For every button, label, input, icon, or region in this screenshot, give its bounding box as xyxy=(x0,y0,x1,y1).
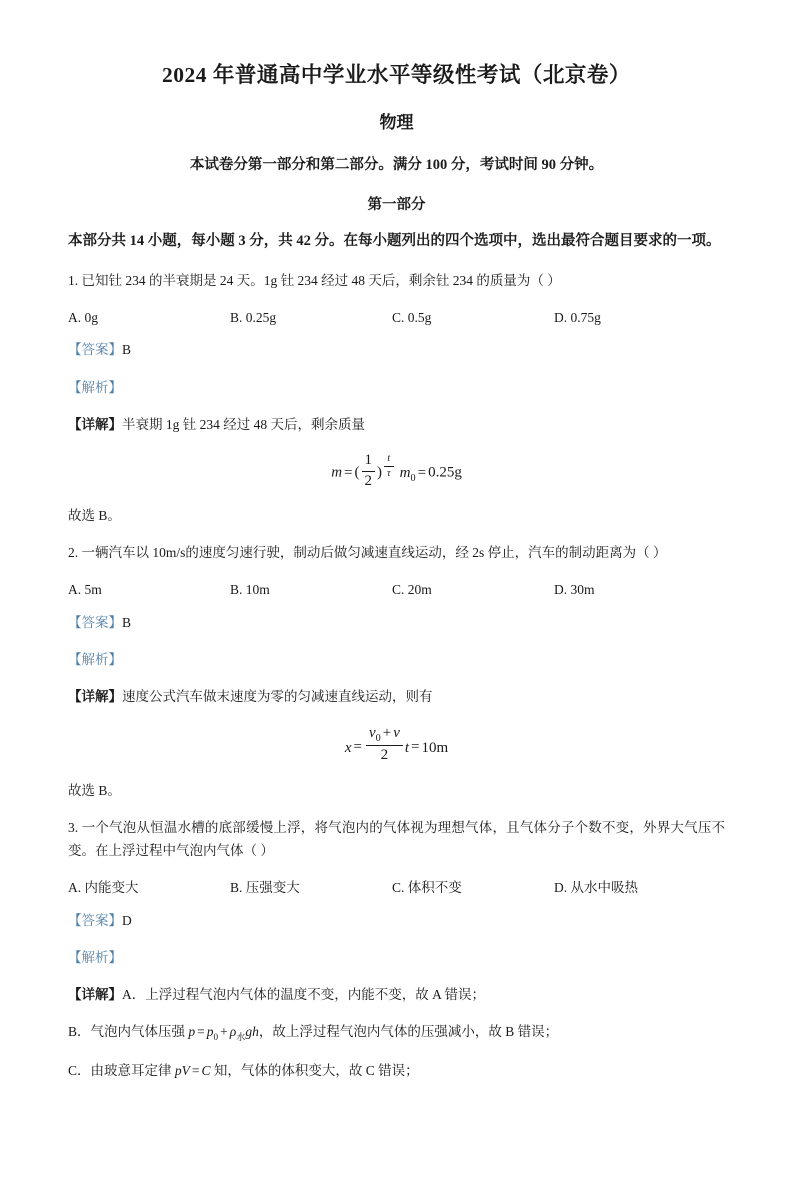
question-1-text: 已知钍 234 的半衰期是 24 天。1g 钍 234 经过 48 天后，剩余钍 234 的质量为（ ） xyxy=(81,272,561,288)
formula-2-fraction xyxy=(366,725,403,765)
question-1-option-c[interactable]: C. 0.5g xyxy=(392,309,432,325)
document-page xyxy=(0,62,793,1184)
formula-1-eq2: = xyxy=(417,464,427,481)
formula-1-close-paren: ) xyxy=(377,464,382,481)
detail-label: 【详解】 xyxy=(68,987,122,1003)
question-3-option-a[interactable]: A. 内能变大 xyxy=(68,880,139,896)
question-3-option-b[interactable]: B. 压强变大 xyxy=(230,880,300,896)
formula-b-rho: ρ xyxy=(229,1024,237,1040)
answer-label: 【答案】 xyxy=(68,913,122,928)
question-2-option-a[interactable]: A. 5m xyxy=(68,582,102,598)
document-meta: 本试卷分第一部分和第二部分。满分 100 分，考试时间 90 分钟。 xyxy=(189,157,604,174)
question-3-detail-a-text: 上浮过程气泡内气体的温度不变，内能不变，故 A 错误； xyxy=(145,987,486,1003)
question-3-formula-boyle xyxy=(175,1063,211,1078)
formula-2-denominator: 2 xyxy=(380,747,389,764)
formula-b-p0: p xyxy=(206,1024,214,1040)
question-3-stem xyxy=(68,816,725,863)
formula-1-lhs: m xyxy=(331,464,343,481)
question-1-detail-line xyxy=(68,413,725,437)
formula-b-rho-sub: 水 xyxy=(236,1032,246,1043)
question-3-detail-line-c xyxy=(68,1059,725,1083)
question-2-stem xyxy=(68,541,725,565)
formula-1-open-paren: ( xyxy=(354,464,360,481)
analysis-label: 【解析】 xyxy=(68,379,122,395)
formula-1-factor-sub: 0 xyxy=(410,472,416,484)
question-2-number: 2. xyxy=(68,544,79,560)
section-instruction: 本部分共 14 小题，每小题 3 分，共 42 分。在每小题列出的四个选项中，选出最符合题目要求的一项。 xyxy=(68,233,721,250)
formula-1-base-num: 1 xyxy=(362,452,376,471)
question-3-detail-c-pretext: 由玻意耳定律 xyxy=(90,1062,175,1078)
question-3-detail-b-posttext: ，故上浮过程气泡内气体的压强减小，故 B 错误； xyxy=(258,1024,559,1040)
question-1-options xyxy=(68,306,725,330)
formula-2-rhs: 10m xyxy=(421,739,449,756)
question-3-analysis-line xyxy=(68,946,725,970)
question-2-option-d[interactable]: D. 30m xyxy=(554,582,595,598)
formula-1-base-fraction xyxy=(362,452,376,490)
question-3-detail-a-prefix: A． xyxy=(122,987,146,1003)
question-2-option-b[interactable]: B. 10m xyxy=(230,582,270,598)
formula-1-exp-num: t xyxy=(384,453,394,467)
question-3-option-c[interactable]: C. 体积不变 xyxy=(392,880,462,896)
question-1-number: 1. xyxy=(68,272,79,288)
question-2 xyxy=(68,541,725,802)
answer-label: 【答案】 xyxy=(68,342,122,358)
question-2-conclusion: 故选 B。 xyxy=(68,782,121,798)
question-2-answer-value: B xyxy=(122,614,132,630)
answer-label: 【答案】 xyxy=(68,614,122,630)
formula-b-p: p xyxy=(188,1024,196,1040)
question-3-answer-line xyxy=(68,909,725,933)
question-1 xyxy=(68,269,725,528)
page-title: 2024 年普通高中学业水平等级性考试（北京卷） xyxy=(162,63,631,87)
formula-c-const: C xyxy=(201,1062,211,1078)
question-2-text: 一辆汽车以 10m/s的速度匀速行驶，制动后做匀减速直线运动，经 2s 停止，汽车的制动距离为（ ） xyxy=(81,544,667,560)
formula-2-eq2: = xyxy=(411,739,420,756)
question-3-number: 3. xyxy=(68,819,79,835)
question-1-option-a[interactable]: A. 0g xyxy=(68,309,98,325)
formula-2-v0: v xyxy=(368,724,376,741)
question-2-detail-text: 速度公式汽车做末速度为零的匀减速直线运动，则有 xyxy=(122,688,433,704)
question-3-detail-b-pretext: 气泡内气体压强 xyxy=(90,1024,189,1040)
formula-b-p0-sub: 0 xyxy=(213,1032,219,1043)
formula-1-base-den: 2 xyxy=(364,472,372,489)
formula-2-factor: t xyxy=(404,739,410,756)
question-3-detail-c-prefix: C． xyxy=(68,1062,91,1078)
analysis-label: 【解析】 xyxy=(68,950,122,966)
question-1-conclusion: 故选 B。 xyxy=(68,507,121,523)
question-3-options xyxy=(68,876,725,900)
formula-1-eq: = xyxy=(344,464,353,481)
question-1-analysis-line xyxy=(68,376,725,400)
question-3-detail-line-a xyxy=(68,983,725,1007)
formula-2-v: v xyxy=(393,724,400,741)
question-3-detail-b-prefix: B． xyxy=(68,1024,91,1040)
question-1-formula xyxy=(68,452,725,490)
formula-2-v0-sub: 0 xyxy=(375,732,381,744)
question-3-detail-c-posttext: 知，气体的体积变大，故 C 错误； xyxy=(210,1062,419,1078)
question-2-formula xyxy=(68,725,725,765)
question-3-formula-pressure xyxy=(188,1024,259,1043)
question-3-answer-value: D xyxy=(122,913,132,928)
formula-b-plus: + xyxy=(220,1024,228,1040)
question-2-detail-line xyxy=(68,685,725,709)
question-2-analysis-line xyxy=(68,648,725,672)
formula-1-exp-den: τ xyxy=(387,467,391,479)
question-1-answer-value: B xyxy=(122,342,132,358)
analysis-label: 【解析】 xyxy=(68,651,122,667)
question-3-detail-line-b xyxy=(68,1020,725,1045)
detail-label: 【详解】 xyxy=(68,688,122,704)
formula-c-p: p xyxy=(174,1062,182,1078)
formula-c-eq: = xyxy=(191,1062,200,1078)
formula-1-exp-fraction xyxy=(384,453,394,479)
formula-c-v: V xyxy=(181,1062,190,1078)
question-3 xyxy=(68,816,725,1083)
formula-b-h: h xyxy=(252,1024,259,1040)
formula-1-factor: m xyxy=(399,464,411,481)
formula-2-eq: = xyxy=(353,739,362,756)
page-content xyxy=(68,62,725,1082)
question-1-detail-text: 半衰期 1g 钍 234 经过 48 天后，剩余质量 xyxy=(122,416,365,432)
question-3-option-d[interactable]: D. 从水中吸热 xyxy=(554,880,638,896)
formula-2-numerator xyxy=(366,725,403,747)
question-1-answer-line xyxy=(68,338,725,362)
question-1-option-b[interactable]: B. 0.25g xyxy=(230,309,277,325)
formula-1-exponent xyxy=(382,453,396,479)
formula-b-g: g xyxy=(245,1024,253,1040)
formula-2-plus: + xyxy=(382,724,392,741)
question-2-options xyxy=(68,578,725,602)
detail-label: 【详解】 xyxy=(68,416,122,432)
question-2-option-c[interactable]: C. 20m xyxy=(392,582,432,598)
formula-2-lhs: x xyxy=(344,739,352,756)
question-1-option-d[interactable]: D. 0.75g xyxy=(554,309,601,325)
question-2-answer-line xyxy=(68,611,725,635)
section-heading: 第一部分 xyxy=(367,196,426,213)
question-3-text: 一个气泡从恒温水槽的底部缓慢上浮，将气泡内的气体视为理想气体，且气体分子个数不变，外界大气压不变。在上浮过程中气泡内气体（ ） xyxy=(68,819,726,859)
formula-b-eq: = xyxy=(197,1024,205,1040)
question-1-stem xyxy=(68,269,725,293)
document-subject: 物理 xyxy=(379,112,414,132)
formula-1-rhs: 0.25g xyxy=(428,464,462,481)
